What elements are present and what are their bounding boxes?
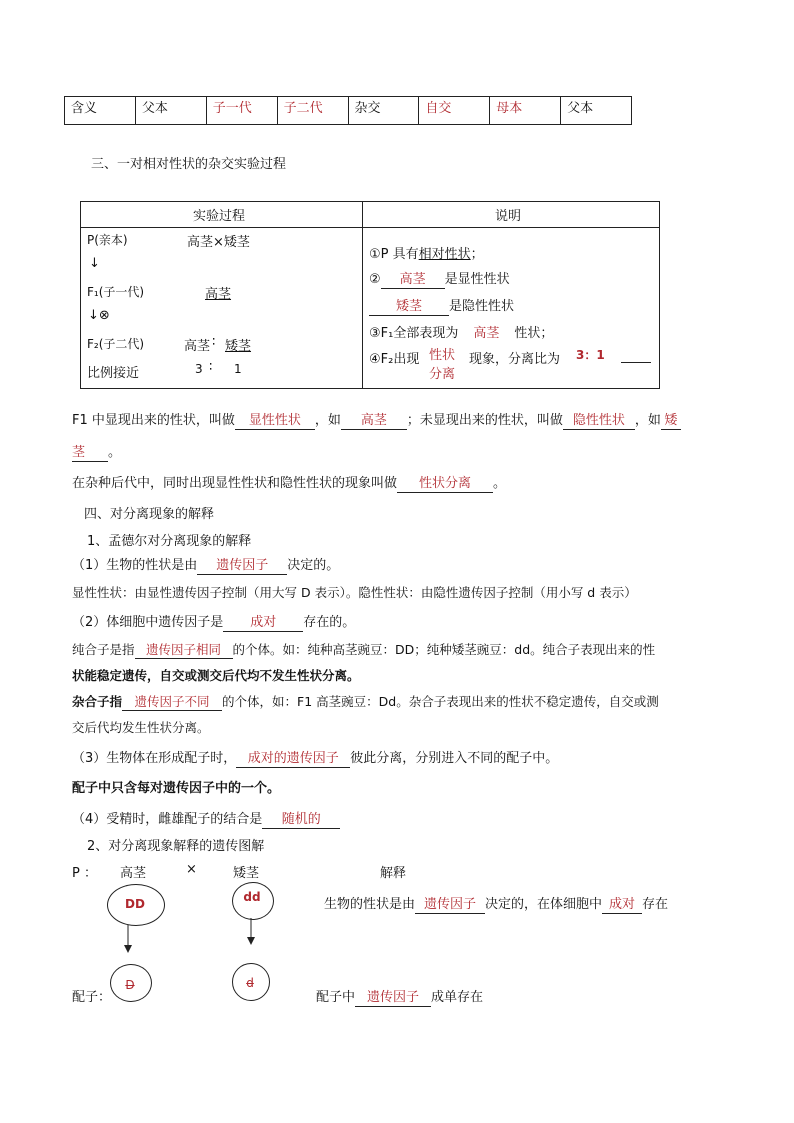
ratio-left: 3	[195, 362, 203, 376]
note-5-blank-line1: 性状	[429, 348, 456, 363]
ratio-colon: ∶	[209, 360, 213, 375]
note-1-suffix: ；	[470, 247, 484, 262]
text: 成单存在	[431, 990, 484, 1005]
section-3-title: 三、一对相对性状的杂交实验过程	[91, 157, 287, 172]
homozygote-line-2: 状能稳定遗传，自交或测交后代均不发生性状分离。	[72, 668, 360, 683]
table-cell: 含义	[65, 97, 136, 125]
arrow-down-icon: ↓	[89, 256, 100, 271]
genotype-dd-big: DD	[125, 897, 145, 911]
explanation-2	[316, 986, 483, 1007]
blank-tall: 高茎	[341, 413, 407, 430]
note-2-blank: 高茎	[381, 272, 445, 289]
note-1-text: ①P 具有	[369, 247, 419, 262]
note-2-suffix: 是显性性状	[444, 272, 510, 287]
text: 生物的性状是由	[324, 897, 416, 912]
table-cell: 子一代	[206, 97, 277, 125]
text: 的个体。如：纯种高茎豌豆：DD；纯种矮茎豌豆：dd。纯合子表现出来的性	[232, 642, 656, 657]
note-3-suffix: 是隐性性状	[449, 299, 515, 314]
blank-paired: 成对	[223, 615, 303, 632]
note-3-blank: 矮茎	[369, 299, 449, 316]
text: ；未显现出来的性状，叫做	[406, 413, 563, 428]
note-4-prefix: ③F₁全部表现为	[369, 326, 459, 341]
text: （4）受精时，雌雄配子的结合是	[72, 812, 263, 827]
gamete-d-big: D	[125, 978, 135, 992]
ratio-label: 比例接近	[87, 366, 140, 381]
diagram-cross: ×	[186, 862, 197, 877]
heterozygote-line-2: 交后代均发生性状分离。	[72, 720, 210, 735]
text: 的个体，如：F1 高茎豌豆：Dd。杂合子表现出来的性状不稳定遗传，自交或测	[222, 694, 659, 709]
f2-label: F₂(子二代)	[87, 337, 145, 351]
blank-factor: 遗传因子	[197, 558, 287, 575]
text: 在杂种后代中，同时出现显性性状和隐性性状的现象叫做	[72, 476, 398, 491]
text: ，如	[314, 413, 341, 428]
f2-short: 矮茎	[225, 339, 252, 354]
header-notes: 说明	[495, 209, 522, 224]
note-2-prefix: ②	[369, 272, 381, 287]
table-cell: 杂交	[348, 97, 419, 125]
note-4-suffix: 性状；	[514, 326, 554, 341]
text: 杂合子指	[72, 694, 123, 709]
diagram-p-label: P ：	[72, 866, 97, 881]
text: 存在	[642, 897, 669, 912]
text: （3）生物体在形成配子时，	[72, 751, 237, 766]
note-5-prefix: ④F₂出现	[369, 352, 420, 367]
blank-recessive: 隐性性状	[563, 413, 635, 430]
selfing-arrow-icon: ↓⊗	[88, 308, 110, 323]
gamete-line: 配子中只含每对遗传因子中的一个。	[72, 781, 281, 796]
f1-label: F₁(子一代)	[87, 285, 145, 299]
note-5-ratio: 3：1	[576, 348, 605, 362]
subsection-2-title: 2、对分离现象解释的遗传图解	[87, 839, 265, 854]
table-cell: 自交	[419, 97, 490, 125]
text: 彼此分离，分别进入不同的配子中。	[350, 751, 559, 766]
text: 。	[493, 476, 507, 491]
table-cell: 子二代	[277, 97, 348, 125]
table-cell: 父本	[135, 97, 206, 125]
blank-segregation: 性状分离	[397, 476, 493, 493]
text: 决定的。	[287, 558, 340, 573]
blank-paired-factors: 成对的遗传因子	[236, 751, 350, 768]
ratio-right: 1	[234, 362, 242, 376]
blank-same-factors: 遗传因子相同	[135, 642, 233, 659]
header-process: 实验过程	[193, 209, 246, 224]
diagram-short: 矮茎	[233, 866, 260, 881]
dominant-recessive-line: 显性性状：由显性遗传因子控制（用大写 D 表示）。隐性性状：由隐性遗传因子控制（用小写 d 表示）	[72, 585, 637, 600]
section-4-title: 四、对分离现象的解释	[84, 507, 215, 522]
blank-short-1: 矮	[661, 413, 681, 430]
note-4-blank: 高茎	[473, 326, 500, 341]
blank-diff-factors: 遗传因子不同	[122, 694, 222, 711]
parent-label: P(亲本)	[87, 233, 128, 247]
subsection-1-title: 1、孟德尔对分离现象的解释	[87, 534, 252, 549]
text: ，如	[634, 413, 661, 428]
text: F1 中显现出来的性状，叫做	[72, 413, 235, 428]
blank-dominant: 显性性状	[235, 413, 315, 430]
text: 决定的，在体细胞中	[485, 897, 603, 912]
explanation-1	[324, 893, 668, 914]
note-5-middle: 现象，分离比为	[469, 352, 561, 367]
text: 配子中	[316, 990, 356, 1005]
text: 纯合子是指	[72, 642, 135, 657]
blank-short-2: 茎	[72, 445, 108, 462]
text: （2）体细胞中遗传因子是	[72, 615, 224, 630]
genotype-dd-small: dd	[243, 890, 261, 904]
f2-colon: ∶	[212, 335, 216, 350]
parent-cross: 高茎×矮茎	[187, 235, 250, 250]
table-cell: 母本	[490, 97, 561, 125]
diagram-tall: 高茎	[120, 866, 147, 881]
diagram-explain: 解释	[380, 866, 407, 881]
note-5-blank-line2: 分离	[429, 367, 456, 382]
table-cell: 父本	[561, 97, 632, 125]
f1-value: 高茎	[205, 287, 232, 302]
text: （1）生物的性状是由	[72, 558, 198, 573]
text: 存在的。	[303, 615, 356, 630]
gamete-d-small: d	[246, 976, 254, 990]
blank-random: 随机的	[262, 812, 340, 829]
note-1-underlined: 相对性状	[418, 247, 471, 262]
blank-paired: 成对	[602, 897, 642, 914]
blank-factor: 遗传因子	[355, 990, 431, 1007]
blank-factor: 遗传因子	[415, 897, 485, 914]
gamete-label: 配子：	[72, 990, 112, 1005]
text: 。	[108, 445, 122, 460]
f2-tall: 高茎	[184, 339, 211, 354]
